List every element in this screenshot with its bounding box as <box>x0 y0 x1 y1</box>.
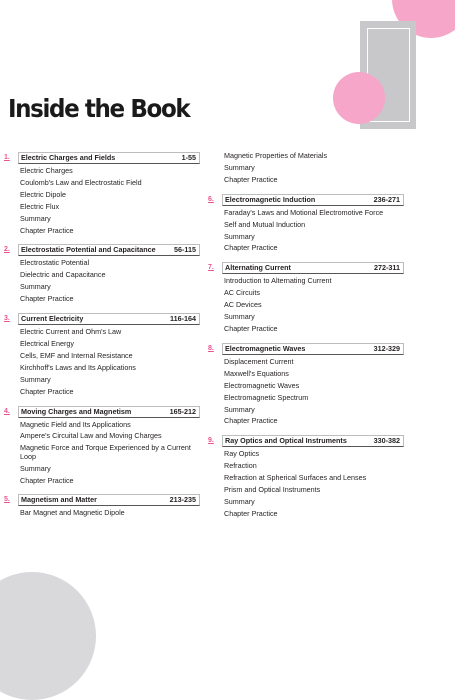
topic-item[interactable]: Summary <box>20 213 51 223</box>
chapter-page-range: 165-212 <box>169 406 196 416</box>
chapter-entry <box>4 152 200 244</box>
topic-item[interactable]: AC Circuits <box>224 288 260 298</box>
topic-item[interactable]: Chapter Practice <box>20 386 74 396</box>
chapter-title: Ray Optics and Optical Instruments <box>225 436 347 446</box>
chapter-title: Moving Charges and Magnetism <box>21 406 132 416</box>
topic-item[interactable]: Electric Dipole <box>20 189 66 199</box>
chapter-entry <box>208 343 404 435</box>
topic-item[interactable]: Summary <box>20 282 51 292</box>
chapter-page-range: 213-235 <box>169 495 196 505</box>
chapter-number: 4. <box>4 407 10 415</box>
chapter-spacer <box>208 522 404 528</box>
topic-item[interactable]: Chapter Practice <box>224 243 278 253</box>
chapter-heading[interactable] <box>4 313 200 325</box>
chapter-page-range: 1-55 <box>181 153 196 162</box>
topic-item[interactable]: Magnetic Force and Torque Experienced by a Current Loop <box>20 443 191 461</box>
chapter-title: Magnetism and Matter <box>21 495 97 505</box>
topic-item[interactable]: Dielectric and Capacitance <box>20 270 106 280</box>
topic-item[interactable]: Bar Magnet and Magnetic Dipole <box>20 508 125 518</box>
chapter-spacer <box>4 521 200 527</box>
chapter-title-box <box>18 313 200 325</box>
chapter-number: 5. <box>4 496 10 504</box>
chapter-page-range: 236-271 <box>373 194 400 204</box>
topic-item[interactable]: Chapter Practice <box>224 174 278 184</box>
topic-item[interactable]: Ray Optics <box>224 449 260 459</box>
topic-item[interactable]: Electric Flux <box>20 201 60 211</box>
topic-item[interactable]: Summary <box>20 374 51 384</box>
topic-item[interactable]: Refraction <box>224 461 257 471</box>
topic-item[interactable]: Summary <box>20 463 51 473</box>
toc-column-left <box>4 152 200 527</box>
chapter-entry <box>4 494 200 527</box>
topic-item[interactable]: Chapter Practice <box>224 508 278 518</box>
chapter-heading[interactable] <box>208 262 404 274</box>
chapter-page-range: 330-382 <box>373 436 400 446</box>
topic-item[interactable]: Chapter Practice <box>20 225 74 235</box>
chapter-title-box <box>222 343 404 355</box>
chapter-title: Electromagnetic Induction <box>225 194 316 204</box>
topic-item[interactable]: Coulomb's Law and Electrostatic Field <box>20 177 142 187</box>
topic-item[interactable]: Summary <box>224 404 255 414</box>
chapter-title: Alternating Current <box>225 263 291 273</box>
chapter-heading[interactable] <box>208 194 404 206</box>
chapter-entry <box>208 262 404 343</box>
topic-item[interactable]: Summary <box>224 312 255 322</box>
chapter-title-box <box>222 194 404 206</box>
chapter-number: 1. <box>4 154 10 161</box>
chapter-heading[interactable] <box>208 435 404 447</box>
topic-item[interactable]: Electromagnetic Waves <box>224 380 300 390</box>
chapter-number: 7. <box>208 264 214 272</box>
topic-item[interactable]: Prism and Optical Instruments <box>224 485 321 495</box>
chapter-entry <box>4 406 200 495</box>
topic-item[interactable]: Electric Charges <box>20 166 73 175</box>
chapter-entry <box>208 194 404 263</box>
topic-item[interactable]: Magnetic Field and Its Applications <box>20 419 131 429</box>
chapter-entry <box>4 244 200 313</box>
chapter-number: 3. <box>4 315 10 323</box>
topic-item[interactable]: Summary <box>224 162 255 172</box>
topic-item[interactable]: Faraday's Laws and Motional Electromotive Force <box>224 207 384 217</box>
chapter-number: 6. <box>208 195 214 203</box>
topic-item[interactable]: AC Devices <box>224 300 262 310</box>
chapter-number: 9. <box>208 437 214 445</box>
topic-item[interactable]: Electrostatic Potential <box>20 258 90 268</box>
topic-item[interactable]: Refraction at Spherical Surfaces and Lenses <box>224 473 367 483</box>
topic-item[interactable]: Cells, EMF and Internal Resistance <box>20 350 133 360</box>
chapter-title-box <box>18 244 200 256</box>
decor-circle-gray-bottom <box>0 572 96 700</box>
topic-item[interactable]: Electromagnetic Spectrum <box>224 392 309 402</box>
chapter-title-box <box>18 494 200 506</box>
chapter-number: 8. <box>208 344 214 352</box>
chapter-heading[interactable] <box>4 406 200 418</box>
topic-item[interactable]: Self and Mutual Induction <box>224 219 306 229</box>
topic-item[interactable]: Ampere's Circuital Law and Moving Charges <box>20 431 162 441</box>
topic-item[interactable]: Chapter Practice <box>224 416 278 426</box>
topic-item[interactable]: Chapter Practice <box>224 323 278 333</box>
topic-item[interactable]: Electrical Energy <box>20 338 74 348</box>
topic-item[interactable]: Summary <box>224 496 255 506</box>
chapter-title-box <box>18 406 200 418</box>
chapter-heading[interactable] <box>208 343 404 355</box>
topic-item[interactable]: Magnetic Properties of Materials <box>224 151 328 160</box>
topic-item[interactable]: Maxwell's Equations <box>224 368 289 378</box>
chapter-title-box <box>222 262 404 274</box>
topic-item[interactable]: Chapter Practice <box>20 475 74 485</box>
chapter-title-box <box>18 152 200 164</box>
chapter-page-range: 56-115 <box>174 245 196 255</box>
chapter-page-range: 116-164 <box>170 314 196 324</box>
chapter-title: Electrostatic Potential and Capacitance <box>21 245 156 255</box>
page-title: Inside the Book <box>8 94 190 123</box>
chapter-title: Current Electricity <box>21 314 84 324</box>
chapter-title: Electromagnetic Waves <box>225 343 306 353</box>
chapter-entry <box>4 313 200 405</box>
decor-circle-pink <box>333 72 385 124</box>
topic-item[interactable]: Electric Current and Ohm's Law <box>20 327 122 337</box>
chapter-page-range: 272-311 <box>374 263 400 273</box>
chapter-number: 2. <box>4 246 10 254</box>
chapter-heading[interactable] <box>4 244 200 256</box>
topic-item[interactable]: Chapter Practice <box>20 294 74 304</box>
topic-item[interactable]: Introduction to Alternating Current <box>224 276 332 286</box>
toc-column-right <box>208 152 404 528</box>
chapter-title: Electric Charges and Fields <box>21 153 116 162</box>
chapter-page-range: 312-329 <box>373 343 400 353</box>
topic-item[interactable]: Displacement Current <box>224 356 294 366</box>
topic-item[interactable]: Kirchhoff's Laws and Its Applications <box>20 362 136 372</box>
chapter-heading[interactable] <box>4 494 200 506</box>
chapter-title-box <box>222 435 404 447</box>
chapter-heading[interactable] <box>4 152 200 164</box>
topic-item[interactable]: Summary <box>224 231 255 241</box>
chapter-entry <box>208 435 404 527</box>
